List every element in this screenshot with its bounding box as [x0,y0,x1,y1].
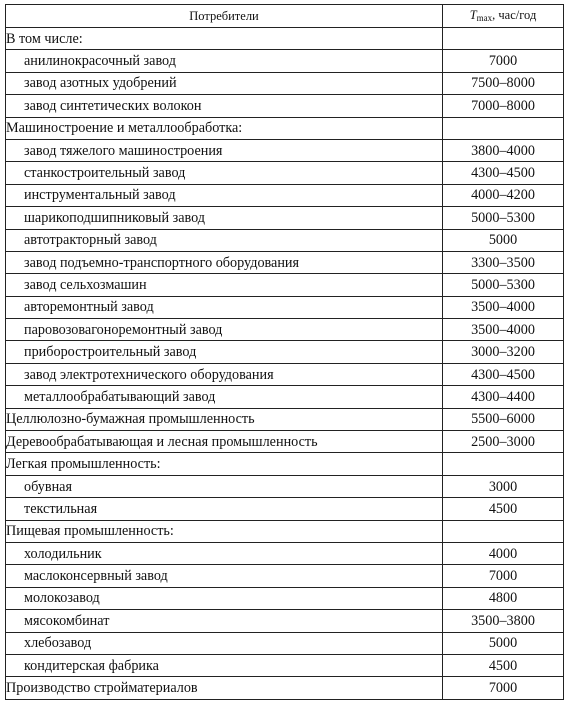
consumer-name: завод азотных удобрений [6,72,443,94]
header-consumers: Потребители [6,5,443,28]
tmax-value: 4500 [443,654,564,676]
table-row [6,475,564,497]
tmax-value [443,453,564,475]
category-name: Легкая промышленность: [6,453,443,475]
table-row [6,498,564,520]
tmax-value: 4500 [443,498,564,520]
consumer-name: анилинокрасочный завод [6,50,443,72]
table-row [6,319,564,341]
category-name: Производство стройматериалов [6,677,443,699]
table-row [6,95,564,117]
category-name: Целлюлозно-бумажная промышленность [6,408,443,430]
table-row [6,632,564,654]
table-row [6,251,564,273]
table-row [6,363,564,385]
tmax-value: 4800 [443,587,564,609]
table-row [6,610,564,632]
tmax-value: 4300–4500 [443,363,564,385]
tmax-value: 7000 [443,677,564,699]
consumer-name: мясокомбинат [6,610,443,632]
table-row [6,453,564,475]
tmax-value: 5000 [443,229,564,251]
consumer-name: завод сельхозмашин [6,274,443,296]
table-header-row [6,5,564,28]
header-tmax [443,5,564,28]
table-row [6,542,564,564]
table-row [6,207,564,229]
tmax-value: 4000 [443,542,564,564]
category-name: Пищевая промышленность: [6,520,443,542]
tmax-value: 3800–4000 [443,139,564,161]
consumer-name: кондитерская фабрика [6,654,443,676]
consumer-name: шарикоподшипниковый завод [6,207,443,229]
tmax-value: 7000–8000 [443,95,564,117]
consumer-name: завод тяжелого машиностроения [6,139,443,161]
table-row [6,408,564,430]
tmax-value: 2500–3000 [443,431,564,453]
category-name: Деревообрабатывающая и лесная промышленность [6,431,443,453]
table-row [6,28,564,50]
consumer-name: завод синтетических волокон [6,95,443,117]
category-name: В том числе: [6,28,443,50]
table-row [6,677,564,699]
tmax-value: 3000 [443,475,564,497]
consumer-name: паровозовагоноремонтный завод [6,319,443,341]
consumer-name: холодильник [6,542,443,564]
tmax-value: 4300–4400 [443,386,564,408]
tmax-value: 5000 [443,632,564,654]
consumer-name: инструментальный завод [6,184,443,206]
tmax-value: 3500–3800 [443,610,564,632]
tmax-table [5,4,564,700]
tmax-value: 7000 [443,565,564,587]
consumer-name: хлебозавод [6,632,443,654]
tmax-value: 5000–5300 [443,207,564,229]
consumer-name: текстильная [6,498,443,520]
table-row [6,296,564,318]
table-row [6,162,564,184]
consumer-name: металлообрабатывающий завод [6,386,443,408]
tmax-symbol: T [469,7,477,22]
table-row [6,654,564,676]
table-row [6,50,564,72]
consumer-name: станкостроительный завод [6,162,443,184]
consumer-name: завод подъемно-транспортного оборудования [6,251,443,273]
table-row [6,184,564,206]
table-row [6,117,564,139]
table-row [6,72,564,94]
table-row [6,565,564,587]
consumer-name: автотракторный завод [6,229,443,251]
tmax-subscript: max [476,12,493,23]
consumer-name: маслоконсервный завод [6,565,443,587]
tmax-value [443,117,564,139]
tmax-value: 4300–4500 [443,162,564,184]
consumer-name: завод электротехнического оборудования [6,363,443,385]
table-row [6,229,564,251]
consumer-name: авторемонтный завод [6,296,443,318]
table-row [6,386,564,408]
table-row [6,139,564,161]
consumer-name: обувная [6,475,443,497]
consumer-name: молокозавод [6,587,443,609]
tmax-value [443,520,564,542]
tmax-value: 3000–3200 [443,341,564,363]
table-row [6,341,564,363]
tmax-value: 3500–4000 [443,296,564,318]
table-row [6,274,564,296]
tmax-value: 5000–5300 [443,274,564,296]
tmax-unit: , час/год [492,7,537,22]
tmax-value: 3500–4000 [443,319,564,341]
tmax-value: 7000 [443,50,564,72]
table-row [6,520,564,542]
table-body [6,28,564,700]
tmax-value: 5500–6000 [443,408,564,430]
tmax-value: 4000–4200 [443,184,564,206]
category-name: Машиностроение и металлообработка: [6,117,443,139]
tmax-value [443,28,564,50]
consumer-name: приборостроительный завод [6,341,443,363]
table-row [6,431,564,453]
tmax-value: 3300–3500 [443,251,564,273]
tmax-value: 7500–8000 [443,72,564,94]
table-row [6,587,564,609]
